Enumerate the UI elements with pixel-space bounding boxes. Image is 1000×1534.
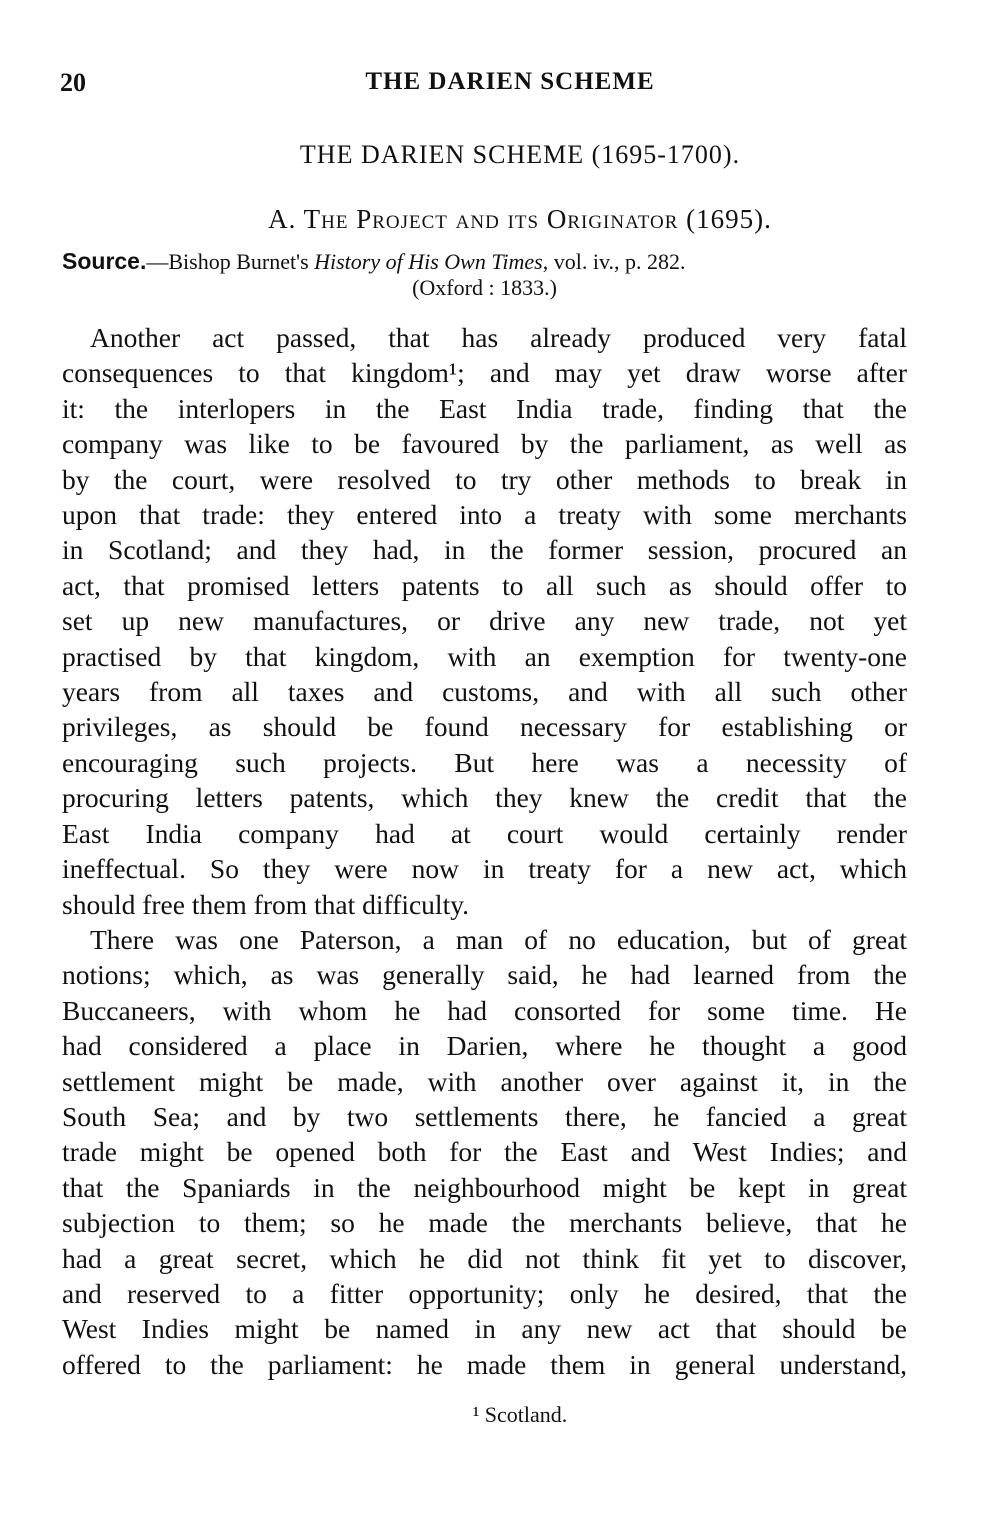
- text-line: notions; which, as was generally said, he had learned from the: [62, 959, 907, 991]
- text-line: offered to the parliament: he made them in general understand,: [62, 1348, 907, 1380]
- source-volume: , vol. iv., p. 282.: [542, 249, 686, 274]
- text-line: in Scotland; and they had, in the former session, procured an: [62, 534, 907, 566]
- text-line: ineffectual. So they were now in treaty for a new act, which: [62, 853, 907, 885]
- text-line: There was one Paterson, a man of no education, but of great: [90, 923, 907, 955]
- text-line: privileges, as should be found necessary for establishing or: [62, 711, 907, 743]
- source-label: Source.: [62, 248, 147, 274]
- text-line: by the court, were resolved to try other methods to break in: [62, 463, 907, 495]
- text-line: procuring letters patents, which they knew the credit that the: [62, 782, 907, 814]
- body-text: [62, 320, 907, 1382]
- text-line: Buccaneers, with whom he had consorted for some time. He: [62, 994, 907, 1026]
- text-line: that the Spaniards in the neighbourhood might be kept in great: [62, 1171, 907, 1203]
- source-author: —Bishop Burnet's: [146, 249, 315, 274]
- text-line: company was like to be favoured by the parliament, as well as: [62, 428, 907, 460]
- text-line: East India company had at court would certainly render: [62, 817, 907, 849]
- section-subtitle: A. The Project and its Originator (1695).: [268, 204, 772, 234]
- text-line: encouraging such projects. But here was a necessity of: [62, 746, 907, 778]
- text-line: trade might be opened both for the East and West Indies; and: [62, 1136, 907, 1168]
- text-line: set up new manufactures, or drive any new trade, not yet: [62, 605, 907, 637]
- text-line: South Sea; and by two settlements there, he fancied a great: [62, 1100, 907, 1132]
- source-citation: [62, 248, 907, 301]
- source-imprint: (Oxford : 1833.): [412, 275, 557, 300]
- page-number: 20: [60, 68, 86, 97]
- text-line: settlement might be made, with another over against it, in the: [62, 1065, 907, 1097]
- text-line: upon that trade: they entered into a treaty with some merchants: [62, 499, 907, 531]
- text-line: Another act passed, that has already produced very fatal: [90, 322, 907, 353]
- text-line: practised by that kingdom, with an exemption for twenty-one: [62, 640, 907, 672]
- text-line: had considered a place in Darien, where he thought a good: [62, 1030, 907, 1062]
- footnote: ¹ Scotland.: [472, 1402, 568, 1427]
- text-line: consequences to that kingdom¹; and may yet draw worse after: [62, 357, 907, 389]
- text-line: act, that promised letters patents to all such as should offer to: [62, 569, 907, 601]
- text-line: West Indies might be named in any new act that should be: [62, 1313, 907, 1345]
- text-line: had a great secret, which he did not think fit yet to discover,: [62, 1242, 907, 1274]
- section-title: THE DARIEN SCHEME (1695-1700).: [299, 140, 741, 169]
- source-work: History of His Own Times: [314, 249, 543, 274]
- text-line: and reserved to a fitter opportunity; only he desired, that the: [62, 1277, 907, 1309]
- running-head: THE DARIEN SCHEME: [365, 68, 655, 95]
- text-line: subjection to them; so he made the merchants believe, that he: [62, 1207, 907, 1239]
- text-line: should free them from that difficulty.: [62, 888, 470, 920]
- text-line: it: the interlopers in the East India trade, finding that the: [62, 392, 907, 424]
- text-line: years from all taxes and customs, and with all such other: [62, 676, 907, 708]
